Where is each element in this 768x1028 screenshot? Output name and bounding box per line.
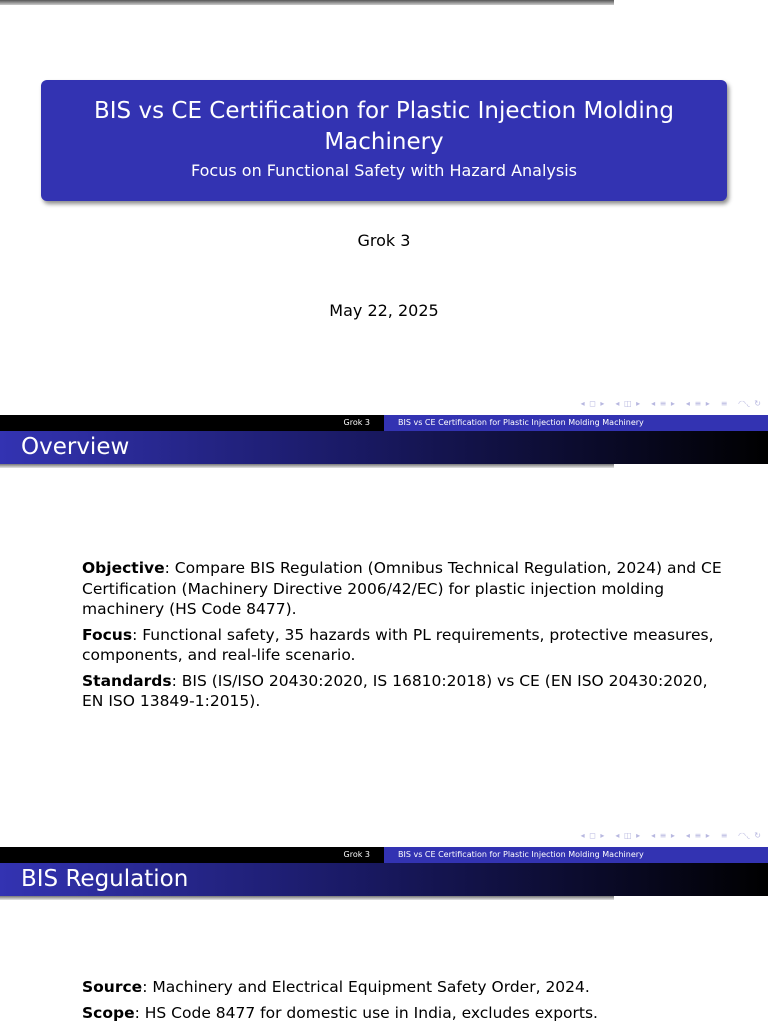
nav-frame-icon[interactable]: ◂ ◫ ▸	[615, 831, 642, 840]
footer-author: Grok 3	[0, 415, 384, 431]
nav-symbols[interactable]	[581, 399, 762, 408]
list-item	[82, 625, 732, 666]
frame-shadow	[0, 464, 614, 468]
top-shadow	[0, 0, 614, 5]
nav-doc-icon[interactable]: ≡	[720, 831, 729, 840]
footer-title: BIS vs CE Certification for Plastic Injection Molding Machinery	[384, 847, 768, 863]
author: Grok 3	[357, 231, 411, 250]
nav-frame-icon[interactable]: ◂ ◫ ▸	[615, 399, 642, 408]
item-text: : HS Code 8477 for domestic use in India, excludes exports.	[134, 1003, 598, 1022]
frame-title-overview: Overview	[0, 431, 768, 464]
list-item	[82, 558, 732, 620]
date: May 22, 2025	[329, 301, 439, 320]
item-text: : Compare BIS Regulation (Omnibus Technical Regulation, 2024) and CE Certification (Machinery Directive 2006/42/EC) for plastic injection molding machinery (HS Code 8477).	[82, 559, 722, 618]
nav-slide-icon[interactable]: ◂ ◻ ▸	[580, 399, 606, 408]
nav-subsection-icon[interactable]: ◂ ≡ ▸	[651, 831, 676, 840]
footer-bar	[0, 415, 768, 431]
nav-section-icon[interactable]: ◂ ≡ ▸	[685, 399, 711, 408]
nav-symbols[interactable]	[581, 831, 762, 840]
slide-title: BIS vs CE Certification for Plastic Injection Molding Machinery	[94, 98, 674, 155]
list-item	[82, 1003, 732, 1024]
list-item	[82, 671, 732, 712]
list-item	[82, 977, 732, 998]
item-text: : Machinery and Electrical Equipment Safety Order, 2024.	[142, 978, 590, 996]
item-text: : BIS (IS/ISO 20430:2020, IS 16810:2018) vs CE (EN ISO 20430:2020, EN ISO 13849-1:2015).	[82, 671, 708, 710]
item-text: : Functional safety, 35 hazards with PL requirements, protective measures, components, and real-life scenario.	[82, 625, 714, 664]
item-label: Scope	[82, 1003, 135, 1022]
nav-section-icon[interactable]: ◂ ≡ ▸	[685, 831, 711, 840]
overview-body	[82, 558, 732, 717]
item-label: Objective	[82, 559, 165, 577]
item-label: Standards	[82, 671, 172, 690]
slide-subtitle: Focus on Functional Safety with Hazard Analysis	[191, 161, 577, 180]
item-label: Focus	[82, 625, 133, 644]
footer-title: BIS vs CE Certification for Plastic Injection Molding Machinery	[384, 415, 768, 431]
frame-shadow	[0, 896, 614, 900]
footer-bar	[0, 847, 768, 863]
frame-title-bis: BIS Regulation	[0, 863, 768, 896]
footer-author: Grok 3	[0, 847, 384, 863]
bis-body	[82, 977, 732, 1028]
nav-search-icon[interactable]: ◜◝◟ ↻	[738, 399, 762, 408]
item-label: Source	[82, 978, 143, 996]
nav-doc-icon[interactable]: ≡	[720, 399, 729, 408]
title-block	[41, 80, 727, 201]
nav-search-icon[interactable]: ◜◝◟ ↻	[738, 831, 762, 840]
nav-slide-icon[interactable]: ◂ ◻ ▸	[580, 831, 606, 840]
nav-subsection-icon[interactable]: ◂ ≡ ▸	[651, 399, 676, 408]
